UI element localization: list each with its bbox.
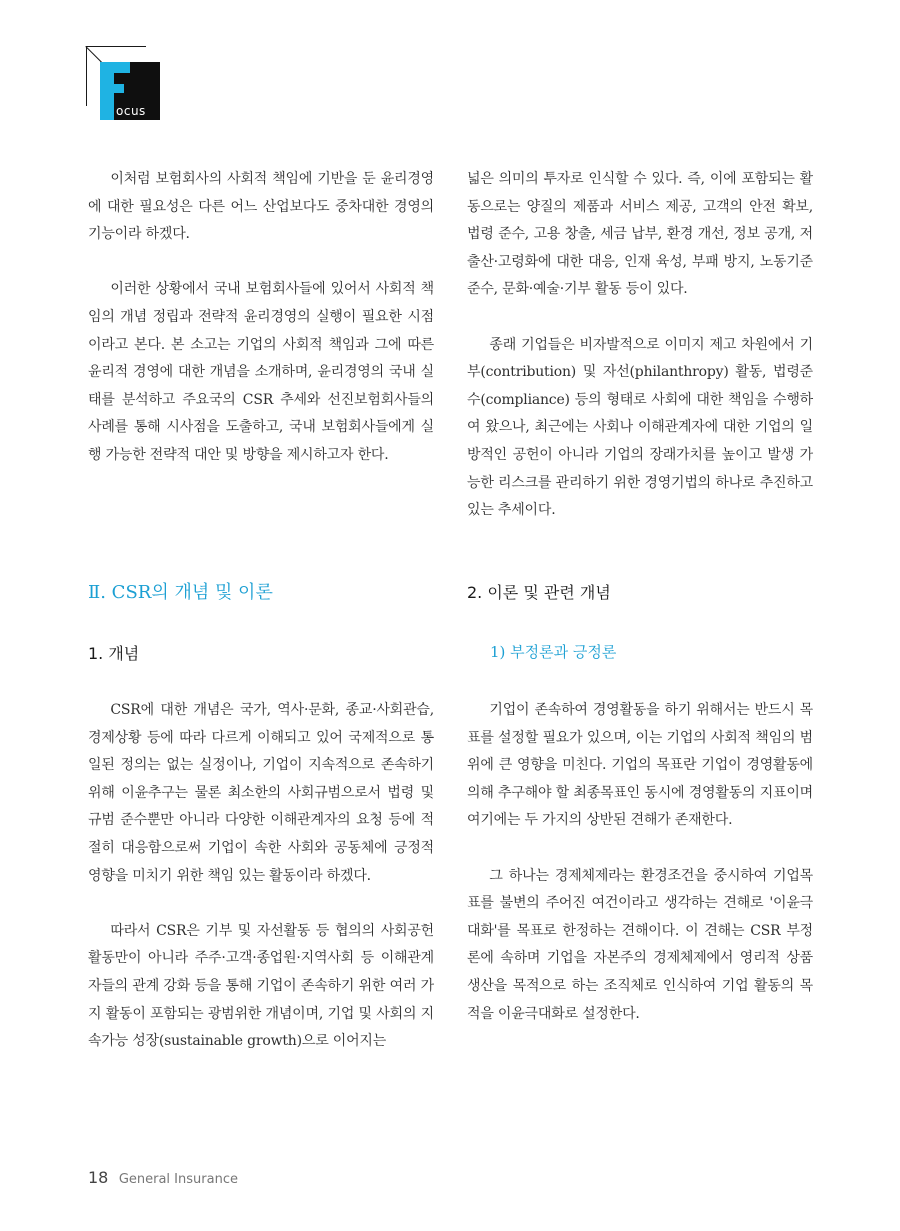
right-paragraph-4: 그 하나는 경제체제라는 환경조건을 중시하여 기업목표를 불변의 주어진 여건이라고 생각하는 견해로 '이윤극대화'를 목표로 한정하는 견해이다. 이 견해는 CSR 부정론에 속하며 기업을 자본주의 경제체제에서 영리적 상품 생산을 목적으로 하는 조직체로 인식하여 기업 활동의 목적을 이윤극대화로 설정한다. (467, 867, 813, 1022)
right-paragraph-1: 넓은 의미의 투자로 인식할 수 있다. 즉, 이에 포함되는 활동으로는 양질의 제품과 서비스 제공, 고객의 안전 확보, 법령 준수, 고용 창출, 세금 납부, 환경 개선, 정보 공개, 저출산·고령화에 대한 대응, 인재 육성, 부패 방지, 노동기준 준수, 문화·예술·기부 활동 등이 있다. (467, 171, 813, 298)
logo-f-top-arm (100, 62, 130, 73)
section-title-left: Ⅱ. CSR의 개념 및 이론 (88, 582, 273, 603)
logo-frame-left (86, 46, 87, 106)
left-paragraph-2: 이러한 상황에서 국내 보험회사들에 있어서 사회적 책임의 개념 정립과 전략적 윤리경영의 실행이 필요한 시점이라고 본다. 본 소고는 기업의 사회적 책임과 그에 따른 윤리적 경영에 대한 개념을 소개하며, 윤리경영의 국내 실태를 분석하고 주요국의 CSR 추세와 선진보험회사들의 사례를 통해 시사점을 도출하고, 국내 보험회사들에게 실행 가능한 전략적 대안 및 방향을 제시하고자 한다. (88, 281, 434, 463)
left-paragraph-4: 따라서 CSR은 기부 및 자선활동 등 협의의 사회공헌 활동만이 아니라 주주·고객·종업원·지역사회 등 이해관계자들의 관계 강화 등을 통해 기업이 존속하기 위한 여러 가지 활동이 포함되는 광범위한 개념이며, 기업 및 사회의 지속가능 성장(sustainable growth)으로 이어지는 (88, 922, 434, 1050)
right-column-bottom (467, 697, 813, 1028)
section-title-right: 2. 이론 및 관련 개념 (467, 583, 611, 602)
left-paragraph-3: CSR에 대한 개념은 국가, 역사·문화, 종교·사회관습, 경제상황 등에 따라 다르게 이해되고 있어 국제적으로 통일된 정의는 없는 실정이나, 기업이 지속적으로 존속하기 위해 이윤추구는 물론 최소한의 사회규범으로서 법령 및 규범 준수뿐만 아니라 다양한 이해관계자의 요청 등에 적절히 대응함으로써 기업이 속한 사회와 공동체에 긍정적 영향을 미치기 위한 책임 있는 활동이라 하겠다. (88, 702, 434, 884)
right-paragraph-3: 기업이 존속하여 경영활동을 하기 위해서는 반드시 목표를 설정할 필요가 있으며, 이는 기업의 사회적 책임의 범위에 큰 영향을 미친다. 기업의 목표란 기업이 경영활동에 의해 추구해야 할 최종목표인 동시에 경영활동의 지표이며 여기에는 두 가지의 상반된 견해가 존재한다. (467, 702, 813, 829)
logo-word: ocus (116, 104, 146, 118)
right-column-top (467, 166, 813, 525)
page-number: 18 (88, 1168, 109, 1187)
left-column-bottom (88, 697, 434, 1056)
logo-f-mid-arm (100, 84, 124, 93)
focus-logo (86, 46, 166, 126)
left-paragraph-1: 이처럼 보험회사의 사회적 책임에 기반을 둔 윤리경영에 대한 필요성은 다른 어느 산업보다도 중차대한 경영의 기능이라 하겠다. (88, 171, 434, 243)
logo-frame-top (86, 46, 146, 47)
subsection-title-concept: 1. 개념 (88, 644, 140, 663)
left-column-top (88, 166, 434, 470)
page-footer (88, 1168, 238, 1187)
publication-name: General Insurance (118, 1172, 238, 1187)
subsection-title-theory: 1) 부정론과 긍정론 (490, 643, 617, 661)
right-paragraph-2: 종래 기업들은 비자발적으로 이미지 제고 차원에서 기부(contribution) 및 자선(philanthropy) 활동, 법령준수(compliance) 등의 형태로 사회에 대한 책임을 수행하여 왔으나, 최근에는 사회나 이해관계자에 대한 기업의 일방적인 공헌이 아니라 기업의 장래가치를 높이고 발생 가능한 리스크를 관리하기 위한 경영기법의 하나로 추진하고 있는 추세이다. (467, 336, 813, 519)
